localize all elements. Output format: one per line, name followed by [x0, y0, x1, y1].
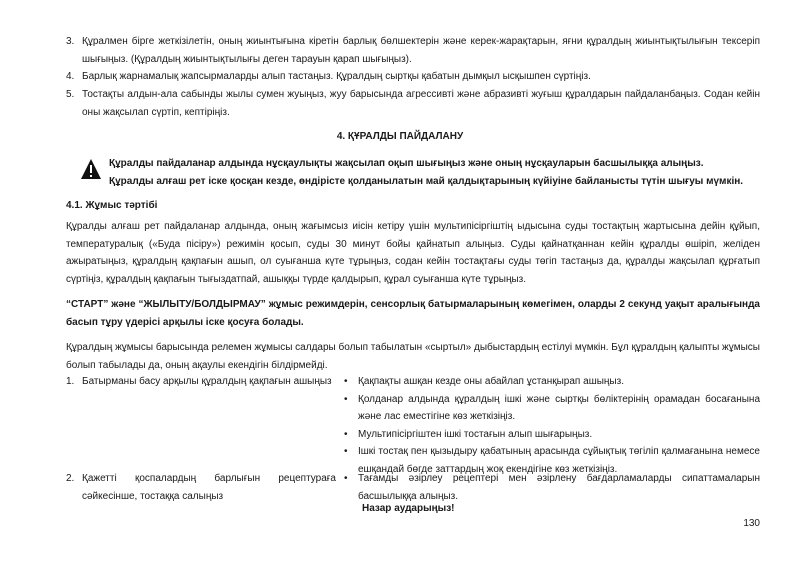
bullet-icon: •	[344, 393, 348, 405]
list-item-text: Барлық жарнамалық жапсырмаларды алып тастаңыз. Құралдың сыртқы қабатын дымқыл ысқышпен сүртіңіз.	[82, 71, 591, 82]
step-bullet-list	[344, 373, 760, 478]
step-number: 1.	[66, 376, 75, 387]
list-item	[66, 68, 760, 86]
list-item: • Тағамды әзірлеу рецептері мен әзірлену бағдарламаларды сипаттамаларын басшылыққа алыңыз.	[344, 470, 760, 505]
paragraph: Құралдың жұмысы барысында релемен жұмысы салдары болып табылатын «сыртыл» дыбыстардың естілуі мүмкін. Бұл құралдың қалыпты жұмысы болып табылады да, оның ақаулы екендігін білдірмейді.	[66, 342, 760, 371]
list-item-number: 5.	[66, 89, 75, 100]
list-item	[66, 86, 760, 121]
list-item: • Ішкі тостақ пен қызыдыру қабатының арасында сұйықтық төгіліп қалмағанына немесе ешқандай бөгде заттардың жоқ екендігіне көз жеткізіңіз.	[344, 443, 760, 478]
list-item	[66, 33, 760, 68]
page-number: 130	[743, 518, 760, 529]
subsection-title: 4.1. Жұмыс тәртібі	[66, 200, 158, 211]
bullet-icon: •	[344, 446, 348, 457]
list-item-text: Тостақты алдын-ала сабынды жылы сумен жуыңыз, жуу барысында агрессивті және абразивті жуғыш құралдарын пайдаланбаңыз. Содан кейін оны жақсылап сүртіп, кептіріңіз.	[82, 89, 760, 118]
step-text: Батырманы басу арқылы құралдың қақпағын ашыңыз	[82, 376, 332, 387]
list-item-text: Құралмен бірге жеткізілетін, оның жиынтығына кіретін барлық бөлшектерін және керек-жарақтарын, яғни құралдың жиынтықтылығын тексеріп шығыңыз. (Құралдың жиынтықтылығы деген тарауын қарап шығыңыз).	[82, 36, 760, 65]
list-item-number: 4.	[66, 71, 75, 82]
bullet-icon: •	[344, 428, 348, 440]
step-text: Қажетті қоспалардың барлығын рецептураға сәйкесінше, тостаққа салыңыз	[82, 473, 336, 502]
section-title: 4. ҚҰРАЛДЫ ПАЙДАЛАНУ	[336, 131, 464, 142]
warning-line: Құралды алғаш рет іске қосқан кезде, өндірісте қолданылатын май қалдықтарының күйіуіне байланысты түтін шығуы мүмкін.	[109, 175, 744, 187]
table-row-step	[66, 470, 336, 505]
bold-paragraph: “СТАРТ” және “ЖЫЛЫТУ/БОЛДЫРМАУ” жұмыс режимдерін, сенсорлық батырмаларының көмегімен, оларды 2 секунд уақыт аралығында басып тұру үдерісі арқылы іске қосуға болады.	[66, 299, 760, 328]
bullet-icon: •	[344, 473, 348, 484]
list-item: • Қолданар алдында құралдың ішкі және сыртқы бөліктерінің орамадан босағанына және лас еместігіне көз жеткізіңіз.	[344, 391, 760, 426]
paragraph: Құралды алғаш рет пайдаланар алдында, оның жағымсыз иісін кетіру үшін мультипісіргіштің ыдысына суды тостақтың жартысына дейін құйып, температуралық («Буда пісіру») режимін қосып, суды 30 минут бойы қайнатып алыңыз. Суды қайнатқаннан кейін құралды өшіріп, желіден ажыратыңыз, құралдың қақпағын ашып, ол суығанша күте тұрыңыз, содан кейін тостақтағы суды төгіп тастаңыз да, құралды жақсылап құрғатып сүртіңіз, құралдың қақпағын тығыздатпай, ашыққы түрде қалдырып, құрал суығанша күте тұрыңыз.	[66, 221, 760, 285]
step-number: 2.	[66, 473, 75, 484]
bullet-icon: •	[344, 376, 348, 387]
list-item: • Қақпақты ашқан кезде оны абайлап ұстанқырап ашыңыз.	[344, 373, 760, 391]
list-item: • Мультипісіргіштен ішкі тостағын алып шығарыңыз.	[344, 426, 760, 444]
warning-line: Құралды пайдаланар алдында нұсқаулықты жақсылап оқып шығыңыз және оның нұсқауларын басшылыққа алыңыз.	[109, 158, 704, 169]
list-item-number: 3.	[66, 36, 75, 47]
warning-triangle-icon	[80, 158, 102, 180]
table-row-step	[66, 373, 336, 391]
attention-note: Назар аударыңыз!	[362, 503, 455, 514]
warning-text	[109, 155, 759, 190]
